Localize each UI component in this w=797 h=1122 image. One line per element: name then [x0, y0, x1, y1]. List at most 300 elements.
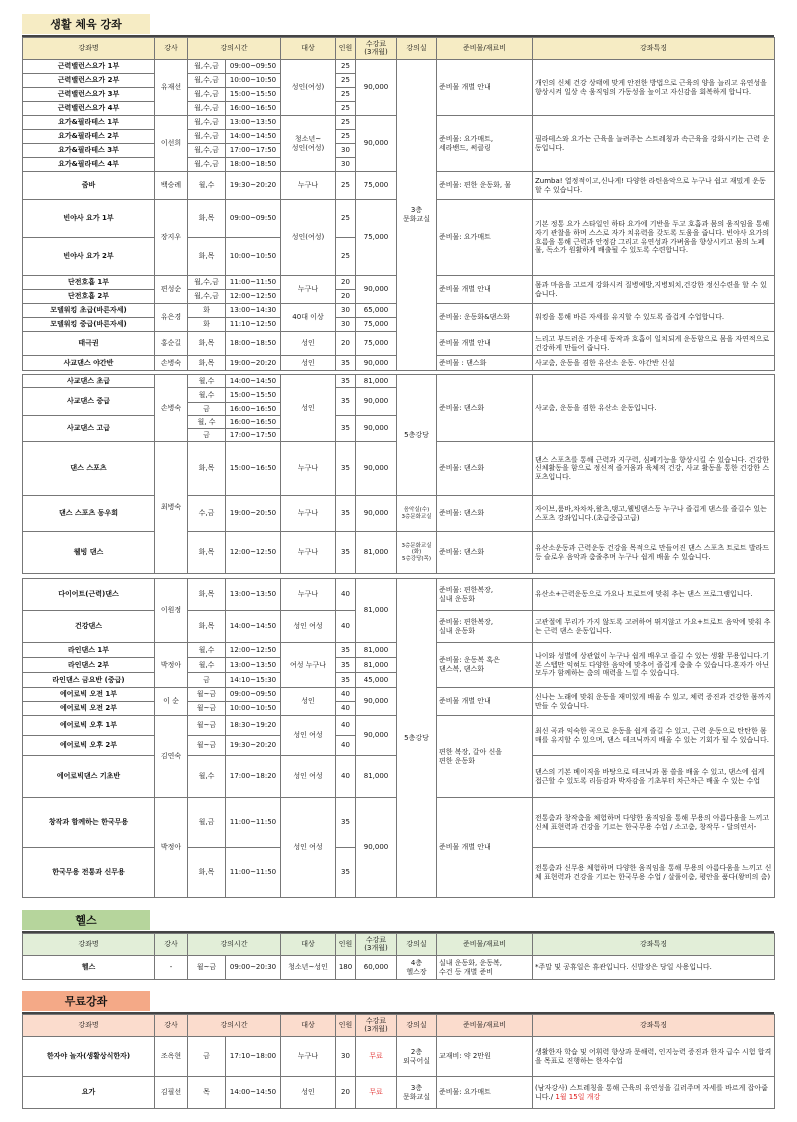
preparation: 실내 운동화, 운동복, 수건 등 개별 준비: [437, 956, 533, 980]
course-name: 사교댄스 야간반: [23, 356, 155, 371]
course-days: 화: [188, 304, 226, 318]
course-days: 화,목: [188, 332, 226, 356]
fee: 90,000: [356, 688, 397, 716]
course-days: 월~금: [188, 716, 226, 736]
room: 3층문화교실(화) 5층강당(목): [397, 532, 437, 574]
teacher: 박정아: [155, 643, 188, 688]
target: 성인 여성: [281, 611, 336, 643]
capacity: 40: [336, 702, 356, 716]
header-target: 대상: [281, 1015, 336, 1037]
course-name: 사교댄스 고급: [23, 416, 155, 442]
course-days: 월,수: [188, 388, 226, 403]
description: 몸과 마음을 고르게 강화시켜 질병예방,지병퇴치,건강한 정신수련을 할 수 있습니다.: [533, 276, 775, 304]
course-time: 10:00~10:50: [226, 74, 281, 88]
course-time: 16:00~16:50: [226, 403, 281, 416]
description: 최신 곡과 익숙한 곡으로 운동을 쉽게 즐길 수 있고, 근력 운동으로 탄탄한 몸매를 유지할 수 있으며, 댄스 테크닉까지 배울 수 있는 기회가 될 수 있습니다.: [533, 716, 775, 756]
capacity: 20: [336, 276, 356, 290]
fee: 90,000: [356, 116, 397, 172]
teacher: 편성순: [155, 276, 188, 304]
course-name: 한국무용 전통과 신무용: [23, 848, 155, 898]
course-time: 12:00~12:50: [226, 532, 281, 574]
capacity: 35: [336, 356, 356, 371]
life-sports-table-dance: [22, 374, 775, 574]
teacher: 이선희: [155, 116, 188, 172]
course-time: 13:00~13:50: [226, 116, 281, 130]
course-name: 댄스 스포츠 동우회: [23, 496, 155, 532]
capacity: 25: [336, 130, 356, 144]
capacity: 25: [336, 60, 356, 74]
target: 누구나: [281, 496, 336, 532]
description: 워킹을 통해 바른 자세를 유지할 수 있도록 즐겁게 수업합니다.: [533, 304, 775, 332]
header-fee: 수강료 (3개월): [356, 934, 397, 956]
course-name: 에어로빅 오후 2부: [23, 736, 155, 756]
capacity: 30: [336, 318, 356, 332]
description: 생활한자 학습 및 어휘력 향상과 문해력, 인지능력 증진과 한자 급수 시험 합격을 목표로 진행하는 한자수업: [533, 1037, 775, 1077]
preparation: 준비물: 요가매트, 세라밴드, 써클링: [437, 116, 533, 172]
table-row: [23, 375, 775, 388]
preparation: 준비물 개별 안내: [437, 60, 533, 116]
capacity: 40: [336, 579, 356, 611]
header-cap: 인원: [336, 1015, 356, 1037]
course-days: 화,목: [188, 200, 226, 238]
course-time: 19:30~20:20: [226, 736, 281, 756]
description: 나이와 성별에 상관없이 누구나 쉽게 배우고 즐길 수 있는 생활 무용입니다.기본 스텝만 익혀도 다양한 음악에 맞추어 즐겁게 춤출 수 있습니다.혼자가 아닌 모두가 함께하는 춤의 매력을 느낄 수 있습니다.: [533, 643, 775, 688]
section-title-free: 무료강좌: [22, 991, 150, 1011]
course-time: 16:00~16:50: [226, 102, 281, 116]
capacity: 25: [336, 172, 356, 200]
target: 누구나: [281, 532, 336, 574]
course-name: 에어로빅 오후 1부: [23, 716, 155, 736]
header-desc: 강좌특징: [533, 38, 775, 60]
fee: 무료: [356, 1037, 397, 1077]
capacity: 20: [336, 332, 356, 356]
course-time: 10:00~10:50: [226, 702, 281, 716]
header-time: 강의시간: [188, 934, 281, 956]
course-name: 라인댄스 1부: [23, 643, 155, 658]
course-time: 13:00~14:30: [226, 304, 281, 318]
course-time: 11:00~11:50: [226, 848, 281, 898]
capacity: 25: [336, 88, 356, 102]
fee: 60,000: [356, 956, 397, 980]
course-days: 월,수,금: [188, 102, 226, 116]
fee: 무료: [356, 1077, 397, 1109]
description: 신나는 노래에 맞춰 운동을 재미있게 배울 수 있고, 체력 증진과 건강한 몸까지 만들 수 있습니다.: [533, 688, 775, 716]
description: 자이브,룸바,차차차,왈츠,탱고,웰빙댄스등 누구나 즐겁게 댄스를 즐길수 있는 스포츠 강좌입니다.(초급중급고급): [533, 496, 775, 532]
course-days: 화,목: [188, 238, 226, 276]
capacity: 35: [336, 375, 356, 388]
course-name: 빈야사 요가 1부: [23, 200, 155, 238]
room: 4층 헬스장: [397, 956, 437, 980]
teacher: 장지우: [155, 200, 188, 276]
course-name: 에어로빅 오전 1부: [23, 688, 155, 702]
capacity: 25: [336, 74, 356, 88]
target: 성인 여성: [281, 716, 336, 756]
course-time: 12:00~12:50: [226, 290, 281, 304]
room: 3층 문화교실: [397, 60, 437, 371]
fee: 81,000: [356, 643, 397, 658]
course-time: 15:00~15:50: [226, 88, 281, 102]
description: Zumba! 열정적이고,신나게! 다양한 라틴음악으로 누구나 쉽고 재밌게 운동할 수 있습니다.: [533, 172, 775, 200]
course-name: 근력밸런스요가 3부: [23, 88, 155, 102]
teacher: 손병숙: [155, 356, 188, 371]
course-time: 15:00~15:50: [226, 388, 281, 403]
capacity: 25: [336, 200, 356, 238]
header-room: 강의실: [397, 38, 437, 60]
course-days: 화,목: [188, 848, 226, 898]
capacity: 180: [336, 956, 356, 980]
header-time: 강의시간: [188, 38, 281, 60]
description: 기본 정통 요가 스타일인 하타 요가에 기반을 두고 호흡과 몸의 움직임을 통해 자기 관찰을 하며 스스로 자가 치유력을 갖도록 도움을 줍니다. 빈야사 요가의 흐름을 통해 근력과 안정감 그리고 유연성과 가벼움을 향상시키고 몸의 노폐물, 독소가 원활하게 배출될 수 있도록 수련합니다.: [533, 200, 775, 276]
course-name: 모델워킹 초급(바른자세): [23, 304, 155, 318]
header-cap: 인원: [336, 934, 356, 956]
course-days: 월,수,금: [188, 116, 226, 130]
capacity: 30: [336, 144, 356, 158]
course-name: 창작과 함께하는 한국무용: [23, 798, 155, 848]
capacity: 25: [336, 102, 356, 116]
target: 성인: [281, 375, 336, 442]
preparation: 준비물 개별 안내: [437, 332, 533, 356]
course-time: 14:00~14:50: [226, 1077, 281, 1109]
course-days: 화,목: [188, 611, 226, 643]
course-days: 월,수: [188, 375, 226, 388]
header-prep: 준비물/재료비: [437, 38, 533, 60]
course-days: 월~금: [188, 956, 226, 980]
room: 5층강당: [397, 579, 437, 898]
course-time: 16:00~16:50: [226, 416, 281, 429]
course-days: 월,수: [188, 643, 226, 658]
header-teacher: 강사: [155, 934, 188, 956]
description: 전통춤과 창작춤을 체험하며 다양한 움직임을 통해 무용의 아름다움을 느끼고 신체 표현력과 건강을 기르는 한국무용 수업 / 소고춤, 창작무 - 달의연서-: [533, 798, 775, 848]
target: 청소년~성인: [281, 956, 336, 980]
target: 성인 여성: [281, 756, 336, 798]
description: 전통춤과 신무용 체험하며 다양한 움직임을 통해 무용의 아름다움을 느끼고 신체 표현력과 건강을 기르는 한국무용 수업 / 살풀이춤, 평안을 품다(왕비의 춤): [533, 848, 775, 898]
course-name: 댄스 스포츠: [23, 442, 155, 496]
course-time: 15:00~16:50: [226, 442, 281, 496]
description: 유산소+근력운동으로 가요나 트로트에 맞춰 추는 댄스 프로그램입니다.: [533, 579, 775, 611]
course-time: 14:00~14:50: [226, 375, 281, 388]
course-time: 17:00~17:50: [226, 429, 281, 442]
course-name: 요가: [23, 1077, 155, 1109]
header-name: 강좌명: [23, 934, 155, 956]
table-row: [23, 956, 775, 980]
teacher: 김연숙: [155, 716, 188, 798]
course-time: 14:00~14:50: [226, 130, 281, 144]
course-time: 09:00~09:50: [226, 688, 281, 702]
course-days: 월,수,금: [188, 60, 226, 74]
course-time: 11:10~12:50: [226, 318, 281, 332]
fee: 75,000: [356, 318, 397, 332]
target: 성인: [281, 688, 336, 716]
capacity: 30: [336, 1037, 356, 1077]
fee: 90,000: [356, 388, 397, 416]
description-text: (남자강사) 스트레칭을 통해 근육의 유연성을 길러주며 자세를 바르게 잡아줍니다./: [535, 1083, 768, 1101]
header-prep: 준비물/재료비: [437, 1015, 533, 1037]
teacher: -: [155, 956, 188, 980]
capacity: 20: [336, 290, 356, 304]
target: 누구나: [281, 1037, 336, 1077]
course-time: 17:00~17:50: [226, 144, 281, 158]
description: 댄스 스포츠를 통해 근력과 지구력, 심폐기능을 향상시킬 수 있습니다. 건강한 신체활동을 함으로 정신적 즐거움과 육체적 건강, 사교 활동을 통한 건강한 스포츠입니다.: [533, 442, 775, 496]
table-header: [23, 38, 775, 60]
course-name: 헬스: [23, 956, 155, 980]
course-days: 월,수: [188, 756, 226, 798]
course-days: 월,수,금: [188, 74, 226, 88]
course-name: 라인댄스 2부: [23, 658, 155, 673]
course-days: 금: [188, 673, 226, 688]
course-days: 월, 수: [188, 416, 226, 429]
course-time: 17:10~18:00: [226, 1037, 281, 1077]
course-name: 웰빙 댄스: [23, 532, 155, 574]
course-days: 화: [188, 318, 226, 332]
table-header: [23, 1015, 775, 1037]
target: 누구나: [281, 579, 336, 611]
course-name: 요가&필라테스 1부: [23, 116, 155, 130]
course-days: 월~금: [188, 702, 226, 716]
course-days: 금: [188, 403, 226, 416]
header-teacher: 강사: [155, 1015, 188, 1037]
header-room: 강의실: [397, 1015, 437, 1037]
teacher: 최병숙: [155, 442, 188, 574]
description: 댄스의 기본 베이직을 바탕으로 테크닉과 몸 쓸을 배울 수 있고, 댄스에 쉽게 접근할 수 있도록 리듬감과 박자감을 기초부터 차근차근 배울 수 있는 수업: [533, 756, 775, 798]
header-cap: 인원: [336, 38, 356, 60]
course-name: 요가&필라테스 2부: [23, 130, 155, 144]
header-room: 강의실: [397, 934, 437, 956]
capacity: 35: [336, 848, 356, 898]
course-days: 월,수,금: [188, 290, 226, 304]
course-days: 화,목: [188, 442, 226, 496]
fee: 81,000: [356, 375, 397, 388]
header-target: 대상: [281, 38, 336, 60]
fee: 81,000: [356, 579, 397, 643]
fee: 65,000: [356, 304, 397, 318]
target: 누구나: [281, 276, 336, 304]
course-name: 모델워킹 중급(바른자세): [23, 318, 155, 332]
fee: 90,000: [356, 442, 397, 496]
target: 누구나: [281, 442, 336, 496]
target: 성인: [281, 356, 336, 371]
fee: 75,000: [356, 172, 397, 200]
course-time: 11:00~11:50: [226, 798, 281, 848]
teacher: 조옥현: [155, 1037, 188, 1077]
fee: 81,000: [356, 658, 397, 673]
header-desc: 강좌특징: [533, 1015, 775, 1037]
target: 40대 이상: [281, 304, 336, 332]
fee: 90,000: [356, 798, 397, 898]
course-name: 줌바: [23, 172, 155, 200]
fee: 90,000: [356, 276, 397, 304]
preparation: 준비물: 댄스화: [437, 442, 533, 496]
course-time: 18:00~18:50: [226, 158, 281, 172]
preparation: 준비물 : 댄스화: [437, 356, 533, 371]
fee: 75,000: [356, 200, 397, 276]
capacity: 35: [336, 416, 356, 442]
header-fee: 수강료 (3개월): [356, 38, 397, 60]
course-time: 10:00~10:50: [226, 238, 281, 276]
course-time: 11:00~11:50: [226, 276, 281, 290]
course-name: 근력밸런스요가 1부: [23, 60, 155, 74]
course-time: 09:00~09:50: [226, 60, 281, 74]
table-header: [23, 934, 775, 956]
target: 성인(여성): [281, 200, 336, 276]
room: 음악실(수) 3층문화교실: [397, 496, 437, 532]
course-name: 에어로빅 오전 2부: [23, 702, 155, 716]
preparation: 준비물: 편한복장, 실내 운동화: [437, 611, 533, 643]
opening-date: 1월 15일 개강: [555, 1092, 601, 1101]
course-name: 사교댄스 초급: [23, 375, 155, 388]
course-days: 월,수,금: [188, 88, 226, 102]
teacher: 유은경: [155, 304, 188, 332]
course-days: 수,금: [188, 496, 226, 532]
section-title-life: 생활 체육 강좌: [22, 14, 150, 34]
course-name: 근력밸런스요가 4부: [23, 102, 155, 116]
fee: 81,000: [356, 532, 397, 574]
course-days: 월,수: [188, 658, 226, 673]
course-time: 18:30~19:20: [226, 716, 281, 736]
course-name: 단전호흡 1부: [23, 276, 155, 290]
capacity: 25: [336, 116, 356, 130]
capacity: 40: [336, 716, 356, 736]
course-name: 라인댄스 금요반 (중급): [23, 673, 155, 688]
course-name: 요가&필라테스 3부: [23, 144, 155, 158]
course-name: 다이어트(근력)댄스: [23, 579, 155, 611]
description: 고관절에 무리가 가지 않도록 고려하여 뛰지않고 가요+트로트 음악에 맞춰 추는 근력 댄스 운동입니다.: [533, 611, 775, 643]
teacher: 백승례: [155, 172, 188, 200]
description: 사교춤, 운동을 겸한 유산소 운동. 야간반 신설: [533, 356, 775, 371]
target: 성인: [281, 332, 336, 356]
course-days: 월,수,금: [188, 130, 226, 144]
table-row: [23, 1037, 775, 1077]
header-target: 대상: [281, 934, 336, 956]
capacity: 20: [336, 1077, 356, 1109]
description: 필라테스와 요가는 근육을 늘려주는 스트레칭과 속근육을 강화시키는 근력 운동입니다.: [533, 116, 775, 172]
capacity: 35: [336, 798, 356, 848]
fee: 90,000: [356, 496, 397, 532]
course-days: 화,목: [188, 532, 226, 574]
preparation: 준비물: 운동복 혹은 댄스복, 댄스화: [437, 643, 533, 688]
fee: 75,000: [356, 332, 397, 356]
preparation: 준비물 개별 안내: [437, 276, 533, 304]
teacher: 김필선: [155, 1077, 188, 1109]
description: 유산소운동과 근력운동 건강을 목적으로 만들어진 댄스 스포츠 트로트 발라드등 슬로우 음악과 춤줄추며 누구나 쉽게 배울 수 있습니다.: [533, 532, 775, 574]
free-table: [22, 1014, 775, 1109]
course-days: 월,수: [188, 172, 226, 200]
fee: 90,000: [356, 416, 397, 442]
preparation: 준비물 개별 안내: [437, 688, 533, 716]
course-time: 19:00~20:20: [226, 356, 281, 371]
target: 성인: [281, 1077, 336, 1109]
header-desc: 강좌특징: [533, 934, 775, 956]
capacity: 35: [336, 442, 356, 496]
teacher: 홍순길: [155, 332, 188, 356]
description: [533, 1077, 775, 1109]
course-days: 금: [188, 1037, 226, 1077]
course-time: 09:00~20:30: [226, 956, 281, 980]
course-name: 한자야 놀자(생활상식한자): [23, 1037, 155, 1077]
teacher: 박정아: [155, 798, 188, 898]
capacity: 30: [336, 158, 356, 172]
course-days: 금: [188, 429, 226, 442]
life-sports-table: [22, 37, 775, 371]
course-time: 19:00~20:50: [226, 496, 281, 532]
header-name: 강좌명: [23, 38, 155, 60]
course-time: 12:00~12:50: [226, 643, 281, 658]
course-days: 월~금: [188, 736, 226, 756]
section-title-health: 헬스: [22, 910, 150, 930]
preparation: 편한 복장, 갈아 신을 편한 운동화: [437, 716, 533, 798]
capacity: 35: [336, 388, 356, 416]
course-time: 14:00~14:50: [226, 611, 281, 643]
course-name: 빈야사 요가 2부: [23, 238, 155, 276]
header-fee: 수강료 (3개월): [356, 1015, 397, 1037]
capacity: 40: [336, 756, 356, 798]
capacity: 35: [336, 643, 356, 658]
course-time: 13:00~13:50: [226, 579, 281, 611]
course-days: 화,목: [188, 579, 226, 611]
course-days: 월,수,금: [188, 144, 226, 158]
description: 사교춤, 운동을 겸한 유산소 운동입니다.: [533, 375, 775, 442]
preparation: 교재비: 약 2만원: [437, 1037, 533, 1077]
preparation: 준비물: 요가매트: [437, 1077, 533, 1109]
course-time: 13:00~13:50: [226, 658, 281, 673]
capacity: 35: [336, 496, 356, 532]
room: 5층강당: [397, 375, 437, 496]
capacity: 30: [336, 304, 356, 318]
capacity: 35: [336, 658, 356, 673]
target: 누구나: [281, 172, 336, 200]
room: 3층 문화교실: [397, 1077, 437, 1109]
header-time: 강의시간: [188, 1015, 281, 1037]
header-teacher: 강사: [155, 38, 188, 60]
header-prep: 준비물/재료비: [437, 934, 533, 956]
fee: 90,000: [356, 716, 397, 756]
capacity: 40: [336, 611, 356, 643]
capacity: 40: [336, 688, 356, 702]
course-days: 월~금: [188, 688, 226, 702]
preparation: 준비물: 댄스화: [437, 532, 533, 574]
preparation: 준비물: 운동화&댄스화: [437, 304, 533, 332]
course-name: 요가&필라테스 4부: [23, 158, 155, 172]
fee: 90,000: [356, 356, 397, 371]
table-row: [23, 532, 775, 574]
course-days: 월,수,금: [188, 158, 226, 172]
course-days: 월,수,금: [188, 276, 226, 290]
target: 여성 누구나: [281, 643, 336, 688]
teacher: 이원정: [155, 579, 188, 643]
capacity: 40: [336, 736, 356, 756]
course-name: 태극권: [23, 332, 155, 356]
health-table: [22, 933, 775, 980]
course-time: 17:00~18:20: [226, 756, 281, 798]
course-name: 사교댄스 중급: [23, 388, 155, 416]
course-name: 근력밸런스요가 2부: [23, 74, 155, 88]
course-time: 14:10~15:30: [226, 673, 281, 688]
fee: 45,000: [356, 673, 397, 688]
teacher: 이 순: [155, 688, 188, 716]
room: 2층 외국어실: [397, 1037, 437, 1077]
table-row: [23, 1077, 775, 1109]
capacity: 25: [336, 238, 356, 276]
course-name: 에어로빅댄스 기초반: [23, 756, 155, 798]
preparation: 준비물: 요가매트: [437, 200, 533, 276]
course-days: 화,목: [188, 356, 226, 371]
teacher: 유재선: [155, 60, 188, 116]
preparation: 준비물: 댄스화: [437, 375, 533, 442]
header-name: 강좌명: [23, 1015, 155, 1037]
course-time: 18:00~18:50: [226, 332, 281, 356]
course-time: 19:30~20:20: [226, 172, 281, 200]
capacity: 35: [336, 532, 356, 574]
table-row: [23, 496, 775, 532]
